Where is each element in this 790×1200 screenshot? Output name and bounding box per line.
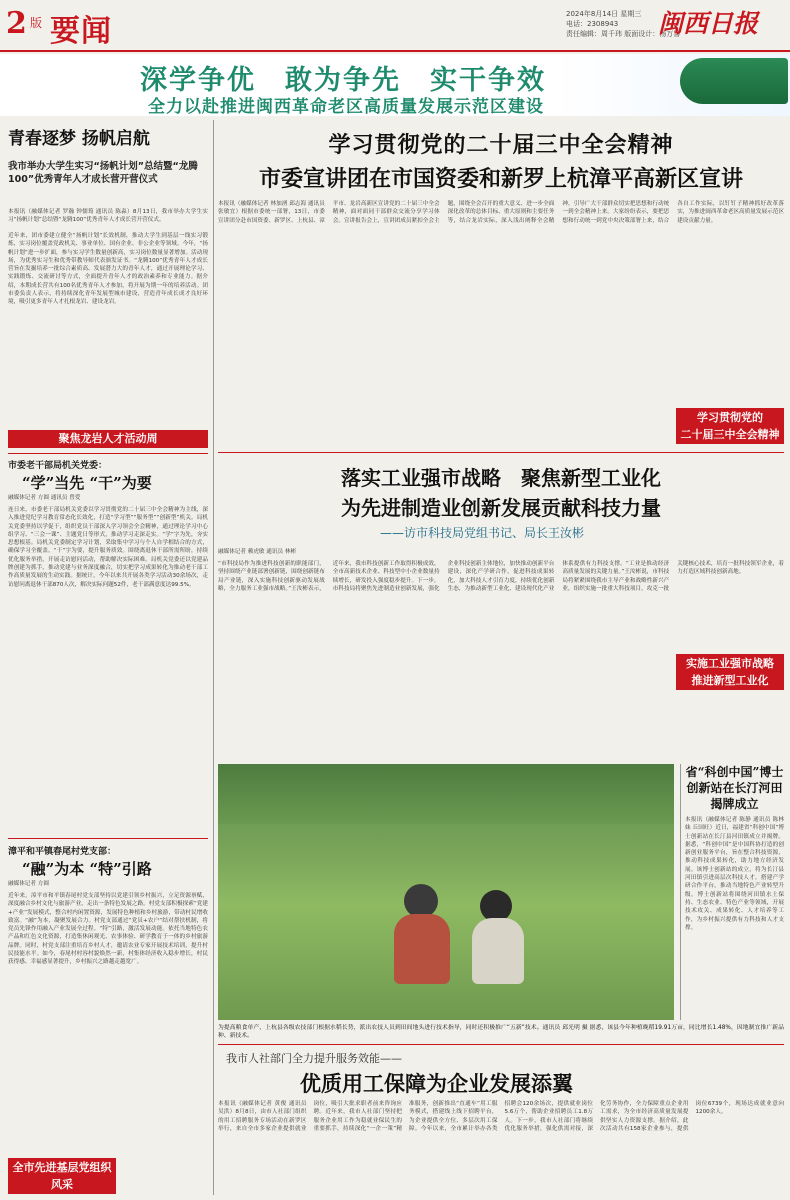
bureau-headline: “学”当先 “干”为要	[22, 474, 152, 492]
industry-byline: 融媒体记者 赖虎敏 通讯员 林彬	[218, 549, 297, 555]
lead-headline-2: 市委宣讲团在市国资委和新罗上杭漳平高新区宣讲	[258, 166, 743, 192]
youth-body: 近年来，团市委建立健全“扬帆计划”长效机制，推动大学生到基层一线实习锻炼，实习岗位覆盖党政机关、事业单位、国有企业、非公企业等领域。今年，“扬帆计划”进一步扩面，参与实习学生数量创新高，实习岗位数量显著增加。活动现场，为优秀实习生和优秀带教导师代表颁发证书。“龙腾100”优秀青年人才成长营旨在发掘培养一批综合素质高、发展潜力大的青年人才，通过开展理论学习、实践锻炼、交流研讨等方式，全面提升青年人才的政治素养和专业能力。据介绍，本期成长营共有100名优秀青年人才参加，将开展为期一年的培养活动。团市委负责人表示，将持续深化青年发展型城市建设，营造青年成长成才良好环境，吸引更多青年人才扎根龙岩、建设龙岩。	[8, 233, 208, 306]
industry-tag-line2: 推进新型工业化	[691, 674, 769, 687]
youth-headline: 青春逐梦 扬帆启航	[8, 129, 150, 149]
industry-subtitle: ——访市科技局党组书记、局长王汝彬	[380, 526, 585, 540]
employ-text: 近年来，我市人社部门坚持把服务企业用工作为稳就业保民生的重要抓手，持续深化“一企一策”精准服务，创新推出“直通车”用工服务模式，搭建线上线下招聘平台，为企业提供全方位、多层次用工保障。今年以来，全市累计举办各类招聘会120余场次，提供就业岗位5.6万个，帮助企业招聘员工1.8万人。下一步，我市人社部门将继续优化服务举措，强化供需对接，深化劳务协作，全力保障重点企业用工需求，为全市经济高质量发展提供坚实人力资源支撑。据介绍，此次活动共有158家企业参与，提供岗位6739个，现场达成就业意向1200余人。	[313, 1101, 784, 1132]
divider	[8, 838, 208, 839]
bureau-byline: 融媒体记者 方圆 通讯员 曾爱	[8, 495, 81, 501]
bureau-body: 连日来，市委老干部局机关党委以学习贯彻党的二十届三中全会精神为主线，深入推进党纪学习教育常态化长效化，打造“学习型”“服务型”“创新型”机关。局机关党委坚持以学促干，组织党员干部深入学习领会全会精神，通过理论学习中心组学习、“三会一课”、主题党日等形式，推动学习走深走实。“学”字为先，夯实思想根基。局机关党委制定学习计划，采取集中学习与个人自学相结合的方式，确保学习全覆盖。“干”字为要，提升服务质效。围绕离退休干部所需所盼，持续优化服务举措，开展走访慰问活动，帮助解决实际困难。局机关党委还以党建品牌创建为抓手，推动党建与业务深度融合，切实把学习成果转化为推动老干部工作高质量发展的生动实践。据统计，今年以来共开展各类学习活动30余场次，走访慰问离退休干部870人次，解决实际问题52件，老干部满意度达99.5%。	[8, 507, 208, 588]
rice-field-photo	[218, 764, 674, 1020]
youth-byline: 本报讯（融媒体记者 罗瀚 钟儒筠 通讯员 陈淼）8月13日，我市举办大学生实习“扬帆计划”总结暨“龙腾100”优秀青年人才成长营开营仪式。	[8, 209, 208, 224]
study-tag-line1: 学习贯彻党的	[697, 411, 763, 424]
industry-tag-line1: 实施工业强市战略	[686, 657, 774, 670]
slogan-banner	[0, 54, 790, 116]
employ-headline: 优质用工保障为企业发展添翼	[300, 1071, 573, 1096]
editor-line: 责任编辑：周千玮 版面设计：杨万喜	[566, 30, 681, 38]
photo-caption: 为提高粮食单产，上杭县各级农技部门根据水稻长势，派出农技人员到田间地头进行技术指导，同时还积极推广“五新”技术。通讯员 邱光明 摄 据悉，该县今年种植晚稻19.91万亩，同比增长1.48%，因地制宜推广新品种、新技术。	[218, 1025, 784, 1040]
science-headline: 省“科创中国”博士创新站在长汀河田揭牌成立	[685, 765, 784, 811]
lead-headline-1: 学习贯彻党的二十届三中全会精神	[328, 132, 674, 158]
industry-tag	[676, 654, 784, 690]
slogan-line2: 全力以赴推进闽西革命老区高质量发展示范区建设	[148, 97, 544, 117]
masthead	[0, 0, 790, 52]
study-tag-line2: 二十届三中全会精神	[680, 428, 780, 441]
newspaper-logo: 闽西日报	[658, 9, 759, 38]
village-kicker: 漳平和平镇春尾村党支部：	[8, 847, 117, 857]
divider	[218, 1044, 784, 1045]
science-box	[680, 764, 784, 1020]
science-body: 本报讯（融媒体记者 陈静 通讯员 陈林妹 丘国旺）近日，福建省“科创中国”博士创新站在长汀县河田镇成立并揭牌。据悉，“科创中国”是中国科协打造的创新创业服务平台，旨在整合科技资源，推动科技成果转化，助力地方经济发展。该博士创新站的成立，将为长汀县河田镇引进高层次科技人才，搭建产学研合作平台，推动当地特色产业转型升级。博士创新站将围绕河田镇水土保持、生态农业、特色产业等领域，开展技术攻关、成果转化、人才培养等工作，为乡村振兴提供有力科技和人才支撑。	[685, 817, 784, 931]
page-unit: 版	[30, 16, 43, 30]
divider	[218, 452, 784, 453]
village-headline: “融”为本 “特”引路	[22, 860, 152, 878]
employ-kicker: 我市人社部门全力提升服务效能——	[226, 1052, 402, 1065]
study-tag	[676, 408, 784, 444]
divider	[8, 453, 208, 454]
hillside	[218, 764, 674, 824]
employ-byline: 本报讯（融媒体记者 黄俊 通讯员 吴洪）8月8日，由市人社部门组织的用工招聘服务专场活动在新罗区举行，来自全市多家企业提供就业岗位，吸引大批求职者前来咨询应聘。	[218, 1101, 402, 1132]
issue-date: 2024年8月14日 星期三	[566, 10, 642, 18]
village-body: 近年来，漳平市和平镇春尾村党支部坚持以党建引领乡村振兴，立足资源禀赋，深度融合乡村文化与旅游产业，走出一条特色发展之路。村党支部积极探索“党建+产业”发展模式，整合村内闲置资源，发展特色种植和乡村旅游，带动村民增收致富。“融”为本，凝聚发展合力。村党支部通过“党员+农户”结对帮扶机制，将党员先锋作用融入产业发展全过程。“特”引路，激活发展动能。依托当地特色农产品和红色文化资源，打造集休闲观光、农事体验、研学教育于一体的乡村旅游品牌。同时，村党支部注重培育乡村人才，邀请农业专家开展技术培训，提升村民技能水平。如今，春尾村村容村貌焕然一新，村集体经济收入稳步增长，村民获得感、幸福感显著提升，乡村振兴之路越走越宽广。	[8, 893, 208, 966]
party-org-tag: 全市先进基层党组织风采	[8, 1158, 116, 1194]
column-rule	[213, 120, 214, 1195]
talent-week-tag: 聚焦龙岩人才活动周	[8, 430, 208, 448]
person-figure	[394, 914, 450, 984]
employ-body	[218, 1100, 784, 1194]
industry-headline-1: 落实工业强市战略 聚焦新型工业化	[341, 466, 661, 490]
industry-headline-2: 为先进制造业创新发展贡献科技力量	[341, 496, 661, 520]
industry-body: “市科技局作为推进科技创新的职能部门，坚持围绕产业链部署创新链，围绕创新链布局产业链，深入实施科技创新驱动发展战略，全力服务工业强市战略。”王汝彬表示，近年来，我市科技创新工作取得积极成效，全市高新技术企业、科技型中小企业数量持续增长，研发投入强度稳步提升。下一步，市科技局将聚焦先进制造业创新发展，强化企业科技创新主体地位，加快推动创新平台建设，深化产学研合作，促进科技成果转化，加大科技人才引育力度，持续优化创新生态，为推动新型工业化、建设现代化产业体系提供有力科技支撑。“工业是推动经济高质量发展的关键力量。”王汝彬说，市科技局将紧紧围绕我市主导产业和战略性新兴产业，组织实施一批重大科技项目，攻克一批关键核心技术，培育一批科技领军企业，着力打造区域科技创新高地。	[218, 561, 784, 592]
page-number: 2	[6, 6, 27, 41]
bureau-kicker: 市委老干部局机关党委：	[8, 461, 108, 471]
slogan-line1: 深学争优 敢为争先 实干争效	[140, 65, 546, 96]
train-icon	[680, 58, 788, 104]
person-figure	[472, 918, 524, 984]
village-byline: 融媒体记者 方圆	[8, 881, 49, 887]
phone: 电话：2308943	[566, 20, 619, 28]
section-title: 要闻	[50, 14, 112, 49]
lead-body: 本报讯（融媒体记者 林加湧 邱志海 通讯员 张敏宜）根据市委统一部署，13日，市委宣讲团分赴市国资委、新罗区、上杭县、漳平市、龙岩高新区宣讲党的二十届三中全会精神，面对面同干部群众交流分享学习体会。宣讲报告会上，宣讲团成员紧扣全会主题，围绕全会召开的重大意义、进一步全面深化改革的总体目标、重大原则和主要任务等，结合龙岩实际，深入浅出阐释全会精神，引导广大干部群众切实把思想和行动统一到全会精神上来。大家纷纷表示，要把思想和行动统一到党中央决策部署上来，结合各自工作实际，以钉钉子精神抓好改革落实，为推进闽西革命老区高质量发展示范区建设贡献力量。	[218, 201, 784, 224]
youth-subtitle: 我市举办大学生实习“扬帆计划”总结暨“龙腾100”优秀青年人才成长营开营仪式	[8, 161, 198, 185]
person-head	[404, 884, 438, 918]
